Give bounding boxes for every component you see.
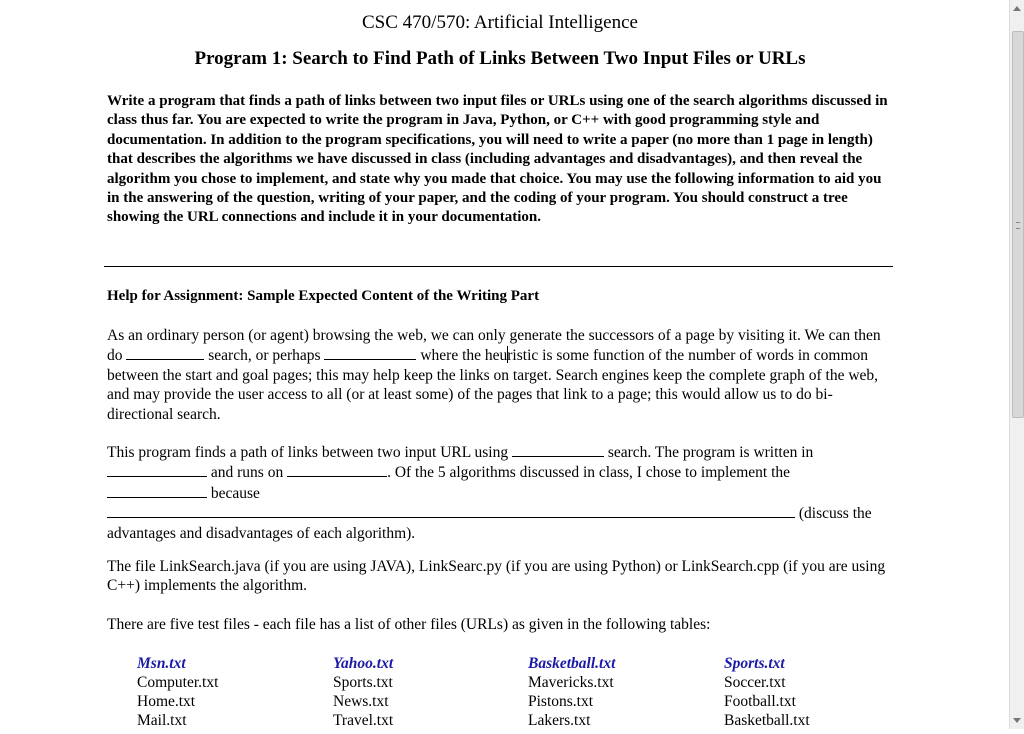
test-files-table xyxy=(137,654,937,734)
vertical-scrollbar[interactable] xyxy=(1009,0,1024,729)
fill-in-blank xyxy=(107,483,207,498)
scroll-up-arrow-icon[interactable] xyxy=(1013,6,1021,11)
scroll-down-arrow-icon[interactable] xyxy=(1013,718,1021,723)
horizontal-divider xyxy=(104,266,893,267)
para1-text-c: where the heu xyxy=(416,347,508,365)
test-file-name: Sports.txt xyxy=(724,655,785,672)
intro-paragraph: Write a program that finds a path of links between two input files or URLs using one of the search algorithms discussed in class thus far. You are expected to write the program in Java, Python, or C++ with good programming style and documentation. In addition to the program specifications, you will need to write a paper (no more than 1 page in length) that describes the algorithms we have discussed in class (including advantages and disadvantages), and then reveal the algorithm you chose to implement, and state why you made that choice. You may use the following information to aid you in the answering of the question, writing of your paper, and the coding of your program. You should construct a tree showing the URL connections and include it in your documentation. xyxy=(107,93,888,226)
test-file-link: Computer.txt xyxy=(137,674,219,691)
test-file-link: Sports.txt xyxy=(333,674,393,691)
fill-in-blank xyxy=(107,462,207,477)
para2-text-b: search. The program is written in xyxy=(603,444,814,461)
test-file-link: Lakers.txt xyxy=(528,712,591,729)
para2-text-f: (discuss the advantages and disadvantages of each algorithm). xyxy=(107,505,872,542)
fill-in-blank xyxy=(324,345,416,360)
test-file-link: Home.txt xyxy=(137,693,196,710)
para2-text-a: This program finds a path of links between two input URL using xyxy=(107,444,512,461)
test-file-link: News.txt xyxy=(333,693,389,710)
course-title: CSC 470/570: Artificial Intelligence xyxy=(362,12,638,33)
test-file-column xyxy=(724,654,810,730)
implementation-paragraph: The file LinkSearch.java (if you are using JAVA), LinkSearc.py (if you are using Python) or LinkSearch.cpp (if you are using C++) implements the algorithm. xyxy=(107,558,886,595)
test-file-link: Mail.txt xyxy=(137,712,187,729)
para1-text-b: search, or perhaps xyxy=(204,347,325,365)
test-file-link: Basketball.txt xyxy=(724,712,810,729)
test-file-column xyxy=(333,654,393,730)
test-files-paragraph: There are five test files - each file has a list of other files (URLs) as given in the following tables: xyxy=(107,616,711,633)
para1-text-a: As an ordinary person (or agent) browsing the web, we can only generate the successors of a page by visiting it. We can then do xyxy=(107,327,881,365)
para2-text-d: . Of the 5 algorithms discussed in class, I chose to implement the xyxy=(387,464,791,482)
grip-icon xyxy=(1016,222,1020,229)
test-file-column xyxy=(528,654,615,730)
fill-in-blank xyxy=(512,442,604,457)
fill-in-blank xyxy=(107,503,795,518)
fill-in-blank xyxy=(287,462,387,477)
test-file-link: Travel.txt xyxy=(333,712,394,729)
para2-text-e: because xyxy=(207,484,260,502)
fill-in-blank xyxy=(126,345,204,360)
test-file-link: Pistons.txt xyxy=(528,693,594,710)
test-file-name: Msn.txt xyxy=(137,655,186,672)
scrollbar-thumb[interactable] xyxy=(1012,31,1024,418)
help-heading: Help for Assignment: Sample Expected Content of the Writing Part xyxy=(107,288,540,304)
test-file-link: Mavericks.txt xyxy=(528,674,614,691)
successors-paragraph xyxy=(107,326,897,424)
para2-text-c: and runs on xyxy=(207,464,288,482)
test-file-name: Basketball.txt xyxy=(528,655,616,672)
test-file-name: Yahoo.txt xyxy=(333,655,394,672)
test-file-link: Soccer.txt xyxy=(724,674,786,691)
program-title: Program 1: Search to Find Path of Links Between Two Input Files or URLs xyxy=(194,48,806,69)
program-description-paragraph xyxy=(107,442,897,543)
test-file-link: Football.txt xyxy=(724,693,796,710)
test-file-column xyxy=(137,654,218,730)
para1-text-d: ristic is some function of the number of words in common between the start and goal pages; this may help keep the links on target. Search engines keep the complete graph of the web, and may provide the user access to all (or at least some) of the pages that link to a page; this would allow us to do bi-directional search. xyxy=(107,347,879,423)
